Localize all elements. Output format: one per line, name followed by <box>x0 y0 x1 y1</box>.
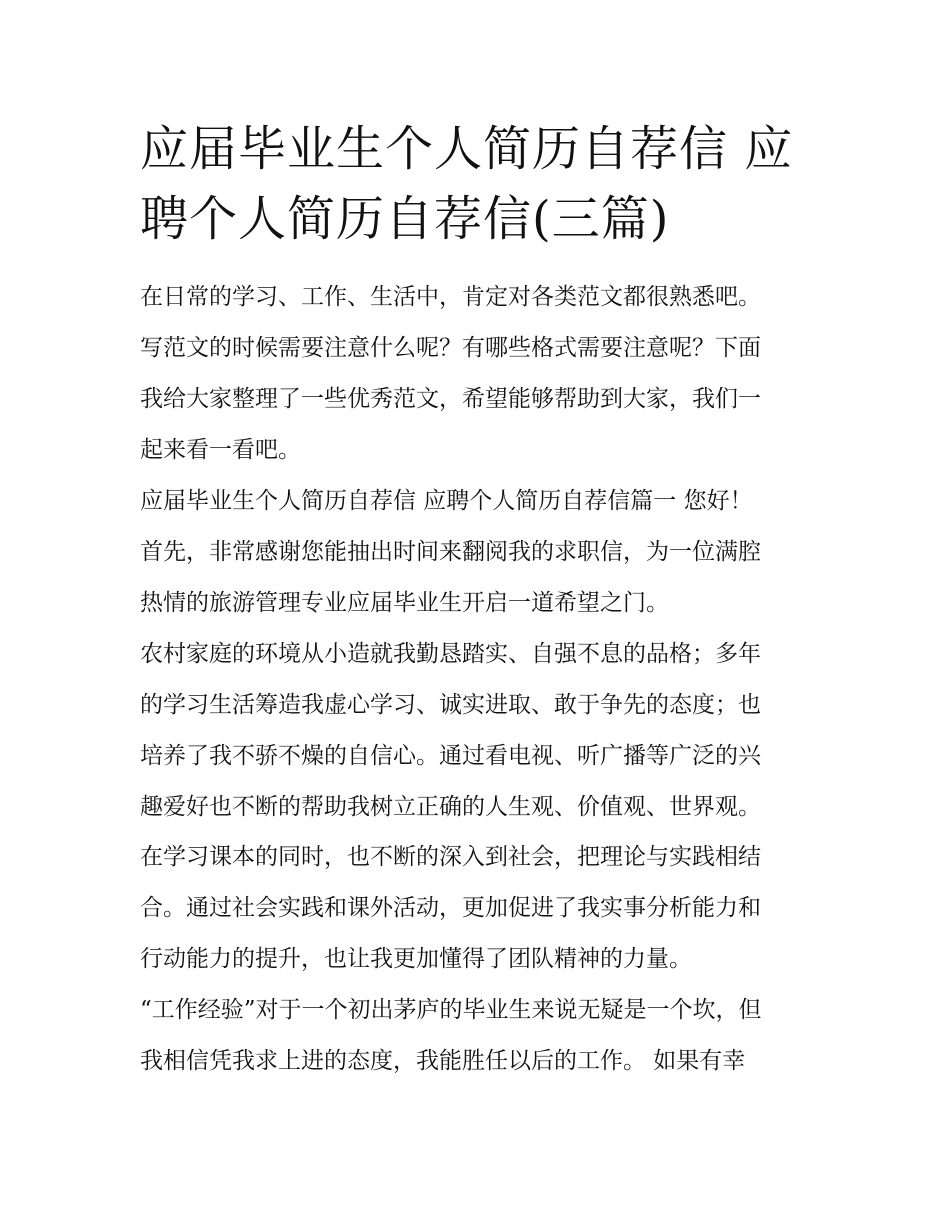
title-line: 聘个人简历自荐信(三篇) <box>140 191 670 247</box>
body-line: 培养了我不骄不燥的自信心。通过看电视、听广播等广泛的兴 <box>140 742 761 769</box>
body-line: 起来看一看吧。 <box>140 436 301 463</box>
body-line: 热情的旅游管理专业应届毕业生开启一道希望之门。 <box>140 589 669 616</box>
body-line: 的学习生活筹造我虚心学习、诚实进取、敢于争先的态度；也 <box>140 691 761 718</box>
body-line: 行动能力的提升，也让我更加懂得了团队精神的力量。 <box>140 946 692 973</box>
body-line: 农村家庭的环境从小造就我勤恳踏实、自强不息的品格；多年 <box>140 640 761 667</box>
body-line: 在日常的学习、工作、生活中，肯定对各类范文都很熟悉吧。 <box>140 284 761 310</box>
document-title <box>140 114 820 254</box>
body-line: 合。通过社会实践和课外活动，更加促进了我实事分析能力和 <box>140 895 761 922</box>
title-line: 应届毕业生个人简历自荐信 应 <box>140 121 794 177</box>
body-line: 我给大家整理了一些优秀范文，希望能够帮助到大家，我们一 <box>140 385 761 412</box>
body-line: 首先，非常感谢您能抽出时间来翻阅我的求职信，为一位满腔 <box>140 538 761 565</box>
body-line: 趣爱好也不断的帮助我树立正确的人生观、价值观、世界观。 <box>140 793 761 820</box>
body-line: 在学习课本的同时，也不断的深入到社会，把理论与实践相结 <box>140 844 761 871</box>
body-line: “工作经验”对于一个初出茅庐的毕业生来说无疑是一个坎，但 <box>140 997 762 1024</box>
body-line: 应届毕业生个人简历自荐信 应聘个人简历自荐信篇一 您好！ <box>140 487 753 514</box>
body-line: 写范文的时候需要注意什么呢？有哪些格式需要注意呢？下面 <box>140 334 761 361</box>
document-body <box>140 272 820 1087</box>
body-line: 我相信凭我求上进的态度，我能胜任以后的工作。 如果有幸 <box>140 1048 746 1075</box>
